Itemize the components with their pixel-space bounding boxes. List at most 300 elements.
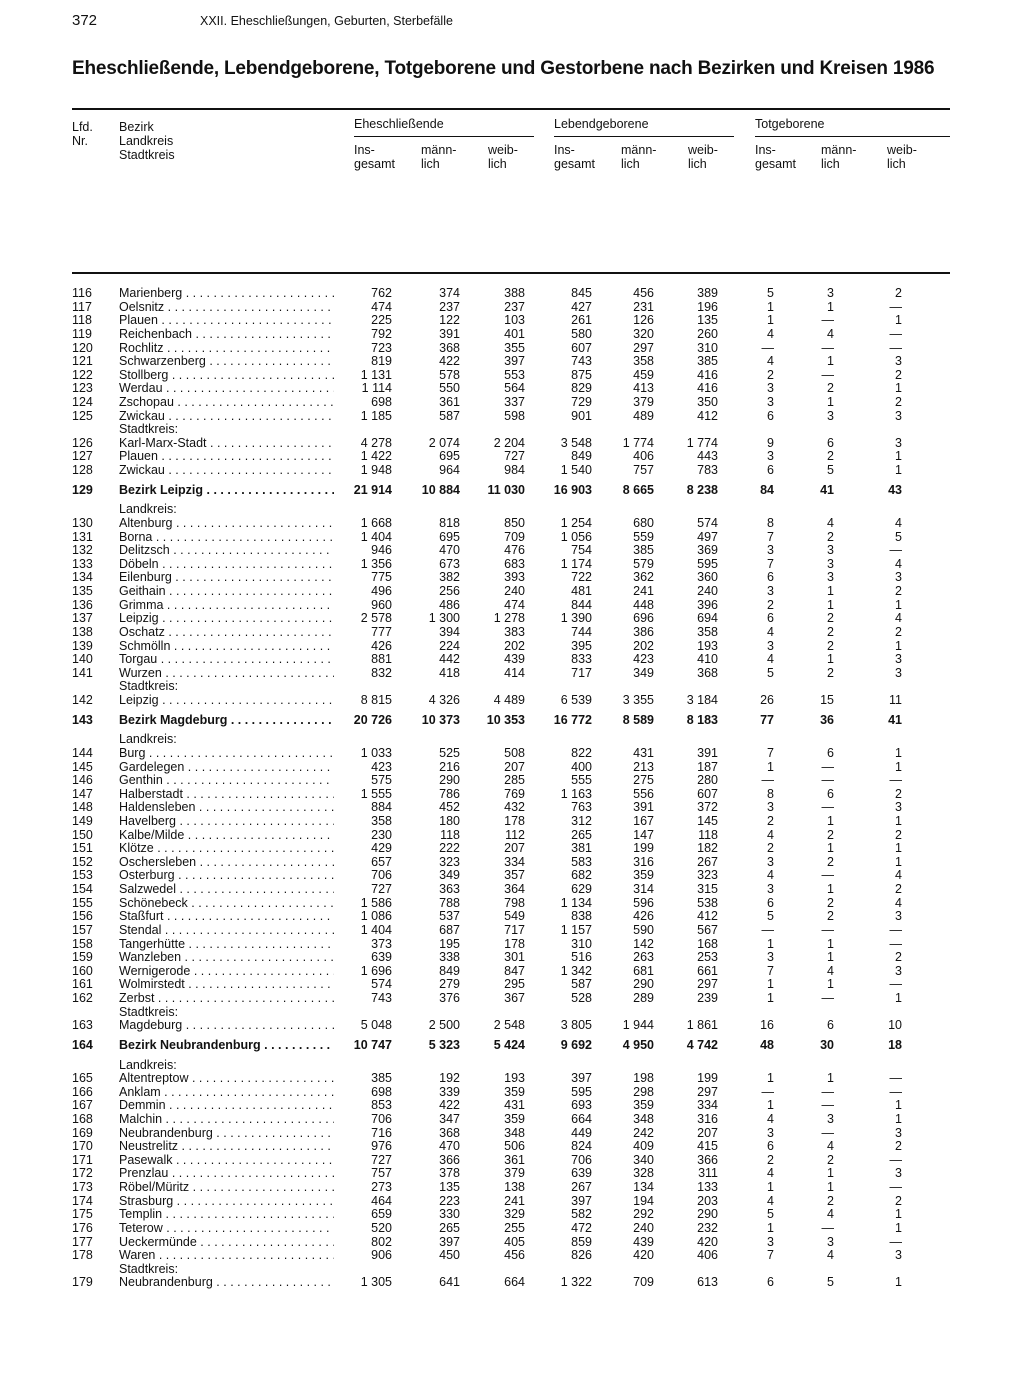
- cell-tot-maennlich: 2: [827, 665, 834, 680]
- cell-ehe-maennlich: 2 074: [428, 435, 460, 450]
- cell-lebend-maennlich: 596: [633, 895, 654, 910]
- cell-lebend-insgesamt: 1 390: [560, 611, 592, 626]
- cell-lebend-maennlich: 362: [633, 570, 654, 585]
- cell-lebend-weiblich: 607: [697, 786, 718, 801]
- cell-tot-insgesamt: 7: [767, 1248, 774, 1263]
- cell-tot-insgesamt: 3: [767, 584, 774, 598]
- cell-ehe-insgesamt: 358: [371, 813, 392, 828]
- region-name: Schönebeck . . .: [119, 896, 334, 910]
- cell-ehe-weiblich: 397: [504, 354, 525, 369]
- cell-ehe-maennlich: 964: [439, 463, 460, 478]
- cell-lebend-insgesamt: 397: [571, 1071, 592, 1086]
- cell-lebend-maennlich: 349: [633, 665, 654, 680]
- cell-lebend-weiblich: 420: [697, 1234, 718, 1249]
- cell-tot-insgesamt: 9: [767, 435, 774, 450]
- region-name: Pasewalk . . .: [119, 1153, 334, 1167]
- cell-ehe-maennlich: 363: [439, 882, 460, 896]
- cell-tot-weiblich: 2: [895, 882, 902, 896]
- cell-tot-maennlich: 1: [827, 652, 834, 667]
- cell-tot-insgesamt: 2: [767, 1152, 774, 1167]
- cell-lebend-maennlich: 385: [633, 543, 654, 558]
- cell-ehe-weiblich: 5 424: [493, 1037, 525, 1052]
- cell-lebend-weiblich: 350: [697, 395, 718, 409]
- cell-ehe-weiblich: 379: [504, 1166, 525, 1181]
- table-row: [0, 1071, 1024, 1085]
- cell-lebend-insgesamt: 824: [571, 1139, 592, 1154]
- section-label: Landkreis:: [119, 1057, 177, 1072]
- row-number: 159: [72, 950, 93, 965]
- cell-tot-weiblich: 4: [895, 515, 902, 530]
- cell-ehe-weiblich: 359: [504, 1084, 525, 1099]
- cell-lebend-maennlich: 194: [633, 1193, 654, 1208]
- section-label: Landkreis:: [119, 732, 177, 747]
- cell-lebend-maennlich: 459: [633, 367, 654, 382]
- cell-ehe-maennlich: 376: [439, 991, 460, 1005]
- cell-tot-maennlich: 2: [827, 624, 834, 639]
- table-row: [0, 1085, 1024, 1099]
- cell-tot-insgesamt: 1: [767, 759, 774, 774]
- row-number: 154: [72, 882, 93, 896]
- cell-ehe-insgesamt: 2 578: [360, 611, 392, 626]
- table-row: [0, 436, 1024, 450]
- cell-ehe-maennlich: 339: [439, 1084, 460, 1099]
- cell-lebend-weiblich: 297: [697, 977, 718, 992]
- cell-ehe-weiblich: 388: [504, 286, 525, 300]
- row-number: 144: [72, 745, 93, 760]
- table-row: [0, 923, 1024, 937]
- cell-tot-insgesamt: 2: [767, 813, 774, 828]
- row-number: 156: [72, 909, 93, 924]
- cell-lebend-weiblich: 360: [697, 570, 718, 585]
- cell-ehe-weiblich: 476: [504, 543, 525, 558]
- cell-lebend-maennlich: 147: [633, 827, 654, 842]
- region-name: Waren . . .: [119, 1248, 334, 1262]
- region-name: Rochlitz . . .: [119, 341, 334, 355]
- row-number: 167: [72, 1098, 93, 1113]
- cell-tot-weiblich: 2: [895, 827, 902, 842]
- row-number: 155: [72, 895, 93, 910]
- cell-lebend-insgesamt: 427: [571, 299, 592, 314]
- cell-lebend-insgesamt: 472: [571, 1220, 592, 1235]
- region-name: Tangerhütte . . .: [119, 937, 334, 951]
- cell-lebend-maennlich: 579: [633, 556, 654, 571]
- cell-tot-insgesamt: 7: [767, 963, 774, 978]
- cell-lebend-weiblich: 412: [697, 909, 718, 924]
- region-name: Oschersleben . . .: [119, 855, 334, 869]
- cell-lebend-insgesamt: 267: [571, 1180, 592, 1195]
- cell-lebend-insgesamt: 381: [571, 841, 592, 856]
- cell-tot-weiblich: 1: [895, 841, 902, 856]
- cell-lebend-weiblich: 368: [697, 665, 718, 680]
- cell-ehe-weiblich: 474: [504, 597, 525, 612]
- cell-lebend-insgesamt: 833: [571, 652, 592, 667]
- cell-lebend-maennlich: 8 665: [622, 482, 654, 497]
- row-number: 118: [72, 313, 92, 328]
- cell-ehe-maennlich: 349: [439, 868, 460, 883]
- cell-ehe-maennlich: 470: [439, 1139, 460, 1154]
- cell-ehe-insgesamt: 706: [371, 868, 392, 883]
- table-row: [0, 1112, 1024, 1126]
- region-name: Zwickau . . .: [119, 463, 334, 477]
- row-number: 152: [72, 854, 93, 869]
- cell-lebend-insgesamt: 639: [571, 1166, 592, 1181]
- table-row: [0, 1221, 1024, 1235]
- region-name: Delitzsch . . .: [119, 543, 334, 557]
- cell-tot-weiblich: 1: [895, 745, 902, 760]
- cell-ehe-maennlich: 366: [439, 1152, 460, 1167]
- cell-ehe-insgesamt: 520: [371, 1220, 392, 1235]
- cell-ehe-insgesamt: 727: [371, 1152, 392, 1167]
- region-name: Schwarzenberg . . .: [119, 354, 334, 368]
- header-bezirk: Bezirk: [119, 120, 154, 134]
- cell-ehe-weiblich: 10 353: [486, 712, 525, 727]
- cell-ehe-maennlich: 422: [439, 354, 460, 369]
- cell-ehe-insgesamt: 429: [371, 841, 392, 856]
- cell-ehe-maennlich: 118: [440, 827, 460, 842]
- cell-tot-maennlich: 4: [827, 1207, 834, 1222]
- cell-ehe-insgesamt: 5 048: [360, 1018, 392, 1033]
- cell-lebend-maennlich: 275: [633, 773, 654, 788]
- row-number: 127: [72, 449, 93, 464]
- cell-tot-maennlich: 1: [827, 841, 834, 856]
- cell-lebend-insgesamt: 722: [571, 570, 592, 585]
- cell-lebend-insgesamt: 395: [571, 638, 592, 653]
- cell-ehe-insgesamt: 373: [371, 936, 392, 951]
- cell-tot-maennlich: 1: [827, 395, 834, 409]
- region-name: Marienberg . . .: [119, 286, 334, 300]
- cell-lebend-weiblich: 182: [697, 841, 718, 856]
- cell-ehe-insgesamt: 1 422: [360, 449, 392, 464]
- row-number: 164: [72, 1037, 93, 1052]
- cell-lebend-maennlich: 297: [633, 340, 654, 355]
- cell-ehe-weiblich: 178: [504, 936, 525, 951]
- cell-tot-insgesamt: 8: [767, 515, 774, 530]
- table-row: [0, 1235, 1024, 1249]
- cell-ehe-maennlich: 1 300: [428, 611, 460, 626]
- table-row: [0, 991, 1024, 1005]
- cell-ehe-weiblich: 11 030: [487, 482, 525, 497]
- cell-ehe-insgesamt: 802: [371, 1234, 392, 1249]
- cell-lebend-weiblich: 8 183: [686, 712, 718, 727]
- table-row: [0, 1194, 1024, 1208]
- cell-lebend-insgesamt: 310: [571, 936, 592, 951]
- cell-lebend-weiblich: 369: [697, 543, 718, 558]
- cell-tot-weiblich: 1: [895, 813, 902, 828]
- table-row: [0, 354, 1024, 368]
- cell-ehe-maennlich: 256: [439, 584, 460, 598]
- table-row: [0, 625, 1024, 639]
- cell-lebend-weiblich: 567: [697, 922, 718, 937]
- cell-lebend-weiblich: 1 774: [686, 435, 718, 450]
- cell-tot-weiblich: 3: [895, 1248, 902, 1263]
- table-row: [0, 868, 1024, 882]
- header-lebend-insgesamt: Ins- gesamt: [554, 143, 595, 171]
- cell-lebend-insgesamt: 1 254: [560, 515, 592, 530]
- cell-lebend-weiblich: 694: [697, 611, 718, 626]
- cell-tot-weiblich: 3: [895, 665, 902, 680]
- cell-lebend-insgesamt: 829: [571, 381, 592, 396]
- cell-tot-weiblich: 41: [888, 712, 902, 727]
- cell-lebend-maennlich: 292: [633, 1207, 654, 1222]
- cell-tot-maennlich: 2: [827, 854, 834, 869]
- table-row: [0, 1248, 1024, 1262]
- cell-tot-weiblich: 2: [895, 1139, 902, 1154]
- row-number: 166: [72, 1084, 93, 1099]
- cell-tot-maennlich: 2: [827, 449, 834, 464]
- region-name: Werdau . . .: [119, 381, 334, 395]
- cell-ehe-maennlich: 195: [439, 936, 460, 951]
- cell-ehe-maennlich: 368: [439, 340, 460, 355]
- region-name: Prenzlau . . .: [119, 1166, 334, 1180]
- table-row: [0, 395, 1024, 409]
- cell-lebend-maennlich: 242: [633, 1125, 654, 1140]
- cell-tot-weiblich: 4: [895, 556, 902, 571]
- table-row: [0, 666, 1024, 680]
- region-name: Haldensleben . . .: [119, 800, 334, 814]
- cell-tot-insgesamt: —: [761, 773, 774, 788]
- cell-lebend-weiblich: 415: [697, 1139, 718, 1154]
- table-row: [0, 543, 1024, 557]
- region-name: Halberstadt . . .: [119, 787, 334, 801]
- cell-tot-weiblich: 1: [895, 449, 902, 464]
- page-number: 372: [72, 12, 98, 29]
- table-row: [0, 570, 1024, 584]
- cell-ehe-maennlich: 122: [439, 313, 460, 328]
- cell-lebend-maennlich: 231: [633, 299, 654, 314]
- row-number: 137: [72, 611, 93, 626]
- cell-lebend-maennlich: 439: [633, 1234, 654, 1249]
- cell-tot-insgesamt: 1: [767, 1071, 774, 1086]
- cell-ehe-insgesamt: 574: [371, 977, 392, 992]
- cell-ehe-insgesamt: 464: [371, 1193, 392, 1208]
- cell-lebend-weiblich: 239: [697, 991, 718, 1005]
- cell-tot-insgesamt: —: [761, 340, 774, 355]
- cell-lebend-weiblich: 168: [697, 936, 718, 951]
- cell-lebend-insgesamt: 595: [571, 1084, 592, 1099]
- cell-lebend-weiblich: 196: [697, 299, 718, 314]
- cell-tot-maennlich: 5: [827, 1275, 834, 1290]
- cell-ehe-weiblich: 4 489: [493, 693, 525, 707]
- row-number: 169: [72, 1125, 93, 1140]
- region-name: Wolmirstedt . . .: [119, 977, 334, 991]
- cell-tot-maennlich: 3: [827, 1112, 834, 1126]
- cell-lebend-weiblich: 135: [697, 313, 718, 328]
- cell-lebend-weiblich: 290: [697, 1207, 718, 1222]
- cell-lebend-weiblich: 145: [697, 813, 718, 828]
- table-row: [0, 449, 1024, 463]
- table-row: [0, 693, 1024, 707]
- cell-lebend-insgesamt: 826: [571, 1248, 592, 1263]
- cell-tot-maennlich: 6: [827, 1018, 834, 1033]
- section-label-row: [0, 422, 1024, 436]
- cell-lebend-maennlich: 126: [633, 313, 654, 328]
- cell-lebend-insgesamt: 6 539: [560, 693, 592, 707]
- cell-ehe-insgesamt: 496: [371, 584, 392, 598]
- cell-ehe-maennlich: 641: [439, 1275, 460, 1290]
- table-row: [0, 1126, 1024, 1140]
- cell-ehe-insgesamt: 716: [371, 1125, 392, 1140]
- table-row: [0, 341, 1024, 355]
- cell-lebend-insgesamt: 607: [571, 340, 592, 355]
- cell-ehe-maennlich: 578: [439, 367, 460, 382]
- cell-lebend-weiblich: 396: [697, 597, 718, 612]
- cell-ehe-weiblich: 564: [504, 381, 525, 396]
- cell-tot-weiblich: 11: [889, 693, 902, 707]
- cell-ehe-maennlich: 2 500: [428, 1018, 460, 1033]
- region-name: Geithain . . .: [119, 584, 334, 598]
- cell-tot-maennlich: 1: [827, 1166, 834, 1181]
- cell-ehe-maennlich: 587: [439, 408, 460, 423]
- cell-ehe-maennlich: 10 884: [421, 482, 460, 497]
- cell-ehe-weiblich: 329: [504, 1207, 525, 1222]
- cell-ehe-insgesamt: 1 948: [360, 463, 392, 478]
- cell-ehe-insgesamt: 1 404: [360, 529, 392, 544]
- cell-lebend-maennlich: 328: [633, 1166, 654, 1181]
- region-name: Grimma . . .: [119, 598, 334, 612]
- region-name: Demmin . . .: [119, 1098, 334, 1112]
- table-row: [0, 286, 1024, 300]
- cell-lebend-maennlich: 198: [633, 1071, 654, 1086]
- cell-lebend-weiblich: 538: [697, 895, 718, 910]
- cell-tot-maennlich: 3: [827, 1234, 834, 1249]
- cell-lebend-maennlich: 202: [633, 638, 654, 653]
- cell-tot-maennlich: 3: [827, 543, 834, 558]
- region-name: Stollberg . . .: [119, 368, 334, 382]
- cell-ehe-insgesamt: 698: [371, 395, 392, 409]
- cell-tot-maennlich: 1: [827, 584, 834, 598]
- cell-lebend-weiblich: 595: [697, 556, 718, 571]
- cell-ehe-weiblich: 2 548: [493, 1018, 525, 1033]
- cell-lebend-maennlich: 240: [633, 1220, 654, 1235]
- cell-lebend-insgesamt: 312: [571, 813, 592, 828]
- cell-tot-weiblich: 18: [888, 1037, 902, 1052]
- table-row: [0, 1153, 1024, 1167]
- cell-lebend-weiblich: 389: [697, 286, 718, 300]
- cell-ehe-weiblich: 357: [504, 868, 525, 883]
- table-row: [0, 746, 1024, 760]
- row-number: 131: [72, 529, 93, 544]
- cell-ehe-maennlich: 374: [439, 286, 460, 300]
- region-name: Bezirk Neubrandenburg . . .: [119, 1038, 334, 1052]
- cell-lebend-insgesamt: 901: [571, 408, 592, 423]
- cell-lebend-maennlich: 8 589: [622, 712, 654, 727]
- row-number: 174: [72, 1193, 93, 1208]
- table-row: [0, 1275, 1024, 1289]
- region-name: Burg . . .: [119, 746, 334, 760]
- table-row: [0, 611, 1024, 625]
- table-row: [0, 327, 1024, 341]
- cell-lebend-maennlich: 426: [633, 909, 654, 924]
- cell-tot-weiblich: 2: [895, 395, 902, 409]
- region-name: Karl-Marx-Stadt . . .: [119, 436, 334, 450]
- header-lfd: Lfd.: [72, 120, 93, 134]
- cell-ehe-weiblich: 359: [504, 1112, 525, 1126]
- header-stadtkreis: Stadtkreis: [119, 148, 175, 162]
- cell-ehe-maennlich: 788: [439, 895, 460, 910]
- table-row: [0, 896, 1024, 910]
- cell-lebend-weiblich: 240: [697, 584, 718, 598]
- cell-lebend-insgesamt: 838: [571, 909, 592, 924]
- region-name: Altenburg . . .: [119, 516, 334, 530]
- cell-tot-weiblich: 3: [895, 909, 902, 924]
- cell-ehe-weiblich: 241: [504, 1193, 525, 1208]
- header-nr: Nr.: [72, 134, 88, 148]
- cell-tot-maennlich: —: [821, 1125, 834, 1140]
- cell-lebend-insgesamt: 9 692: [560, 1037, 592, 1052]
- cell-ehe-insgesamt: 743: [371, 991, 392, 1005]
- cell-ehe-maennlich: 849: [439, 963, 460, 978]
- cell-lebend-maennlich: 1 944: [622, 1018, 654, 1033]
- cell-ehe-insgesamt: 881: [371, 652, 392, 667]
- cell-lebend-insgesamt: 583: [571, 854, 592, 869]
- cell-tot-maennlich: 2: [827, 529, 834, 544]
- cell-tot-insgesamt: 3: [767, 395, 774, 409]
- section-label: Stadtkreis:: [119, 422, 179, 437]
- cell-lebend-insgesamt: 1 157: [560, 922, 592, 937]
- region-name: Eilenburg . . .: [119, 570, 334, 584]
- row-number: 129: [72, 482, 93, 497]
- row-number: 151: [72, 841, 93, 856]
- cell-lebend-insgesamt: 844: [571, 597, 592, 612]
- table-row: [0, 855, 1024, 869]
- cell-tot-insgesamt: 8: [767, 786, 774, 801]
- cell-tot-weiblich: 1: [895, 638, 902, 653]
- cell-tot-weiblich: 3: [895, 1166, 902, 1181]
- cell-ehe-maennlich: 279: [439, 977, 460, 992]
- cell-tot-insgesamt: 5: [767, 909, 774, 924]
- cell-lebend-maennlich: 213: [633, 759, 654, 774]
- header-ehe-maennlich: männ- lich: [421, 143, 457, 171]
- page-title: Eheschließende, Lebendgeborene, Totgeborene und Gestorbene nach Bezirken und Kreisen 1986: [72, 58, 935, 79]
- cell-lebend-insgesamt: 743: [571, 354, 592, 369]
- row-number: 142: [72, 693, 93, 707]
- cell-ehe-insgesamt: 775: [371, 570, 392, 585]
- table-row: [0, 977, 1024, 991]
- row-number: 172: [72, 1166, 93, 1181]
- table-row: [0, 937, 1024, 951]
- cell-lebend-weiblich: 410: [697, 652, 718, 667]
- cell-tot-maennlich: 6: [827, 786, 834, 801]
- table-row: [0, 800, 1024, 814]
- cell-ehe-insgesamt: 946: [371, 543, 392, 558]
- region-name: Torgau . . .: [119, 652, 334, 666]
- region-name: Zschopau . . .: [119, 395, 334, 409]
- cell-tot-maennlich: 4: [827, 1139, 834, 1154]
- cell-lebend-maennlich: 290: [633, 977, 654, 992]
- table-row: [0, 300, 1024, 314]
- row-number: 123: [72, 381, 93, 396]
- cell-lebend-weiblich: 315: [697, 882, 718, 896]
- region-name: Klötze . . .: [119, 841, 334, 855]
- cell-ehe-insgesamt: 727: [371, 882, 392, 896]
- table-row: [0, 713, 1024, 727]
- cell-ehe-insgesamt: 1 668: [360, 515, 392, 530]
- cell-ehe-maennlich: 347: [439, 1112, 460, 1126]
- cell-ehe-insgesamt: 853: [371, 1098, 392, 1113]
- cell-lebend-maennlich: 409: [633, 1139, 654, 1154]
- header-lebend-weiblich: weib- lich: [688, 143, 718, 171]
- cell-tot-insgesamt: 1: [767, 977, 774, 992]
- cell-tot-weiblich: 2: [895, 584, 902, 598]
- cell-lebend-insgesamt: 682: [571, 868, 592, 883]
- cell-tot-insgesamt: 6: [767, 1139, 774, 1154]
- cell-ehe-insgesamt: 20 726: [353, 712, 392, 727]
- cell-ehe-insgesamt: 1 114: [361, 381, 392, 396]
- cell-lebend-weiblich: 613: [697, 1275, 718, 1290]
- cell-lebend-insgesamt: 1 540: [560, 463, 592, 478]
- cell-lebend-weiblich: 280: [697, 773, 718, 788]
- cell-lebend-weiblich: 310: [697, 340, 718, 355]
